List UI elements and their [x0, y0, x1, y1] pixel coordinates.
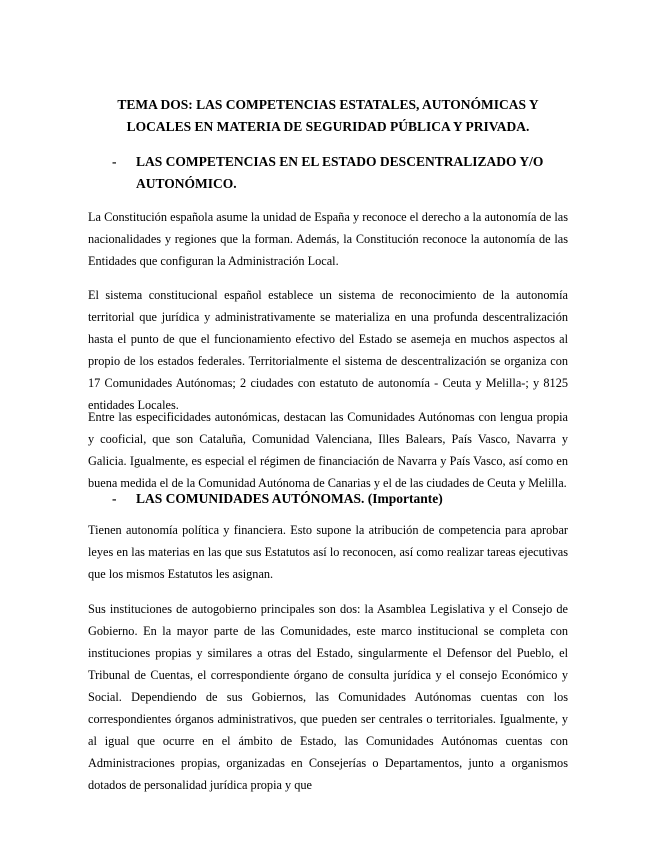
paragraph-especificidades: Entre las especificidades autonómicas, destacan las Comunidades Autónomas con lengua propia y cooficial, que son Cataluña, Comunidad Valenciana, Illes Balears, País Vasco, Navarra y Galicia. Igualmente, es especial el régimen de financiación de Navarra y País Vasco, así como en buena medida el de la Comunidad Autónoma de Canarias y el de las ciudades de Ceuta y Melilla.	[88, 410, 568, 490]
paragraph-instituciones: Sus instituciones de autogobierno principales son dos: la Asamblea Legislativa y el Consejo de Gobierno. En la mayor parte de las Comunidades, este marco institucional se completa con instituciones propias y similares a otras del Estado, singularmente el Defensor del Pueblo, el Tribunal de Cuentas, el correspondiente órgano de consulta jurídica y el consejo Económico y Social. Dependiendo de sus Gobiernos, las Comunidades Autónomas cuentas con los correspondientes órganos administrativos, que pueden ser centrales o territoriales. Igualmente, y al igual que ocurre en el ámbito de Estado, las Comunidades Autónomas cuentas con Administraciones propias, organizadas en Consejerías o Departamentos, junto a organismos dotados de personalidad jurídica propia y que	[88, 602, 568, 792]
paragraph-autonomia-politica: Tienen autonomía política y financiera. Esto supone la atribución de competencia para aprobar leyes en las materias en las que sus Estatutos así lo reconocen, así como realizar tareas ejecutivas que los mismos Estatutos les asignan.	[88, 523, 568, 581]
section-heading-competencias	[88, 151, 568, 195]
document-title: TEMA DOS: LAS COMPETENCIAS ESTATALES, AUTONÓMICAS Y LOCALES EN MATERIA DE SEGURIDAD PÚBLICA Y PRIVADA.	[117, 97, 539, 134]
heading-bullet: -	[112, 154, 117, 169]
heading-text: LAS COMPETENCIAS EN EL ESTADO DESCENTRALIZADO Y/O AUTONÓMICO.	[136, 154, 544, 191]
paragraph-constitucion: La Constitución española asume la unidad de España y reconoce el derecho a la autonomía de las nacionalidades y regiones que la forman. Además, la Constitución reconoce la autonomía de las Entidades que configuran la Administración Local.	[88, 210, 568, 268]
paragraph-sistema-constitucional: El sistema constitucional español establece un sistema de reconocimiento de la autonomía territorial que jurídica y administrativamente se materializa en una profunda descentralización hasta el punto de que el funcionamiento efectivo del Estado se asemeja en muchos aspectos al propio de los estados federales. Territorialmente el sistema de descentralización se organiza con 17 Comunidades Autónomas; 2 ciudades con estatuto de autonomía - Ceuta y Melilla-; y 8125 entidades Locales.	[88, 288, 568, 412]
heading-bullet: -	[112, 491, 117, 506]
section-heading-comunidades	[88, 488, 568, 510]
heading-text: LAS COMUNIDADES AUTÓNOMAS. (Importante)	[136, 491, 443, 506]
